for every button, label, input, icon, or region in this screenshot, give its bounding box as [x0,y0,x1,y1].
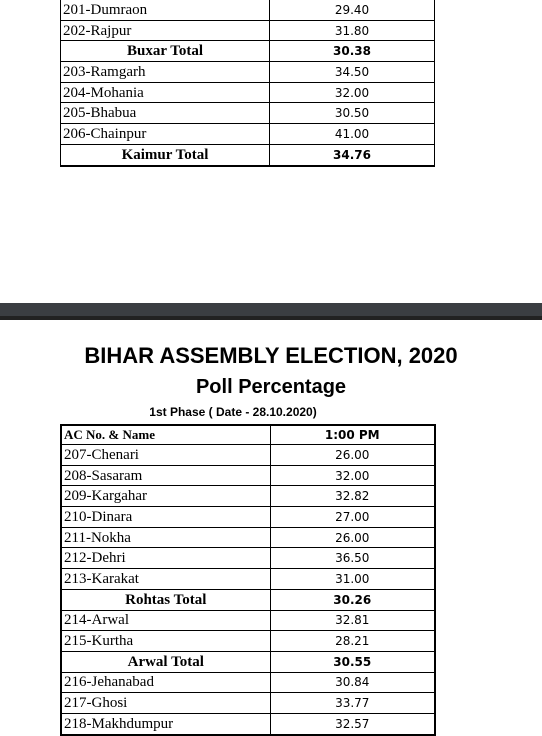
poll-percentage-value: 32.81 [270,610,435,631]
poll-percentage-value: 30.84 [270,672,435,693]
table-row [61,672,435,693]
table-row [61,713,435,734]
constituency-name: 211-Nokha [61,527,270,548]
table-row [61,548,435,569]
table-row [61,693,435,714]
district-total-label: Kaimur Total [61,144,270,165]
constituency-name: 204-Mohania [61,82,270,103]
page-divider-shadow [0,316,542,320]
poll-percentage-value: 33.77 [270,693,435,714]
constituency-name: 212-Dehri [61,548,270,569]
constituency-name: 213-Karakat [61,569,270,590]
table-row [61,445,435,466]
table-row [61,527,435,548]
constituency-name: 201-Dumraon [61,0,270,20]
total-row [61,651,435,672]
district-total-value: 30.55 [270,651,435,672]
table-row [61,20,435,41]
total-row [61,589,435,610]
poll-percentage-value: 32.57 [270,713,435,734]
constituency-name: 205-Bhabua [61,103,270,124]
table-row [61,631,435,652]
table-header-row [61,425,435,445]
table-row [61,124,435,145]
poll-percentage-value: 34.50 [270,62,435,83]
poll-percentage-value: 28.21 [270,631,435,652]
previous-page-table-body [61,0,435,166]
constituency-name: 217-Ghosi [61,693,270,714]
page-subtitle: Poll Percentage [195,376,347,398]
constituency-name: 202-Rajpur [61,20,270,41]
poll-percentage-value: 29.40 [270,0,435,20]
constituency-name: 209-Kargahar [61,486,270,507]
poll-percentage-value: 31.00 [270,569,435,590]
poll-percentage-value: 36.50 [270,548,435,569]
table-row [61,610,435,631]
poll-table-body [61,425,435,735]
constituency-name: 203-Ramgarh [61,62,270,83]
table-row [61,0,435,20]
poll-percentage-value: 32.00 [270,82,435,103]
district-total-label: Rohtas Total [61,589,270,610]
poll-percentage-value: 26.00 [270,445,435,466]
constituency-name: 216-Jehanabad [61,672,270,693]
constituency-name: 206-Chainpur [61,124,270,145]
table-row [61,103,435,124]
poll-percentage-table [60,424,436,736]
constituency-name: 208-Sasaram [61,465,270,486]
poll-percentage-value: 26.00 [270,527,435,548]
header-ac-name: AC No. & Name [61,425,270,445]
district-total-label: Arwal Total [61,651,270,672]
poll-percentage-value: 41.00 [270,124,435,145]
district-total-value: 34.76 [270,144,435,165]
poll-percentage-value: 32.00 [270,465,435,486]
constituency-name: 218-Makhdumpur [61,713,270,734]
poll-percentage-value: 31.80 [270,20,435,41]
table-row [61,486,435,507]
table-row [61,82,435,103]
total-row [61,41,435,62]
total-row [61,144,435,165]
table-row [61,62,435,83]
poll-percentage-value: 30.50 [270,103,435,124]
header-time: 1:00 PM [270,425,435,445]
district-total-value: 30.26 [270,589,435,610]
district-total-value: 30.38 [270,41,435,62]
previous-page-poll-table [60,0,435,167]
constituency-name: 210-Dinara [61,507,270,528]
constituency-name: 214-Arwal [61,610,270,631]
poll-percentage-value: 32.82 [270,486,435,507]
table-row [61,569,435,590]
phase-date-label: 1st Phase ( Date - 28.10.2020) [149,405,317,419]
constituency-name: 215-Kurtha [61,631,270,652]
district-total-label: Buxar Total [61,41,270,62]
poll-percentage-value: 27.00 [270,507,435,528]
table-row [61,507,435,528]
constituency-name: 207-Chenari [61,445,270,466]
page-title: BIHAR ASSEMBLY ELECTION, 2020 [84,343,458,368]
table-row [61,465,435,486]
